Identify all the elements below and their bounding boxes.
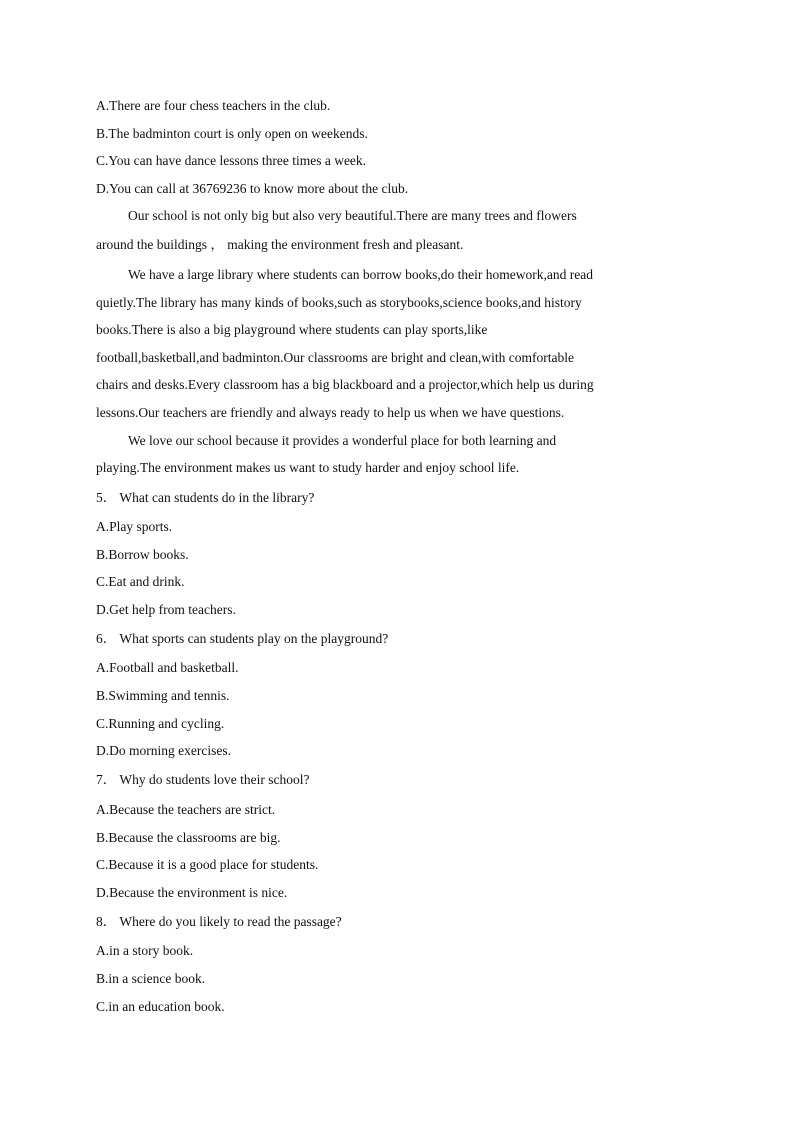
answer-option: A.Because the teachers are strict. bbox=[96, 802, 276, 817]
answer-option: D.Get help from teachers. bbox=[96, 602, 236, 617]
passage-line: We love our school because it provides a wonderful place for both learning and bbox=[128, 433, 557, 448]
answer-option: B.Because the classrooms are big. bbox=[96, 830, 281, 845]
passage-line: around the buildings ， making the environment fresh and pleasant. bbox=[96, 237, 464, 252]
answer-option: B.Borrow books. bbox=[96, 547, 189, 562]
option-line: B.The badminton court is only open on weekends. bbox=[96, 126, 368, 141]
answer-option: A.Football and basketball. bbox=[96, 660, 239, 675]
answer-option: C.Running and cycling. bbox=[96, 716, 225, 731]
option-line: C.You can have dance lessons three times a week. bbox=[96, 153, 367, 168]
option-line: D.You can call at 36769236 to know more about the club. bbox=[96, 181, 409, 196]
answer-option: A.in a story book. bbox=[96, 943, 194, 958]
question-stem: 8． Where do you likely to read the passage? bbox=[96, 914, 342, 929]
passage-line: quietly.The library has many kinds of books,such as storybooks,science books,and history bbox=[96, 295, 582, 310]
passage-line: books.There is also a big playground where students can play sports,like bbox=[96, 322, 488, 337]
passage-line: chairs and desks.Every classroom has a big blackboard and a projector,which help us during bbox=[96, 377, 594, 392]
answer-option: A.Play sports. bbox=[96, 519, 173, 534]
passage-line: lessons.Our teachers are friendly and always ready to help us when we have questions. bbox=[96, 405, 565, 420]
answer-option: B.Swimming and tennis. bbox=[96, 688, 230, 703]
passage-line: We have a large library where students can borrow books,do their homework,and read bbox=[128, 267, 594, 282]
question-stem: 5． What can students do in the library? bbox=[96, 490, 315, 505]
passage-line: playing.The environment makes us want to study harder and enjoy school life. bbox=[96, 460, 520, 475]
answer-option: C.Because it is a good place for students. bbox=[96, 857, 319, 872]
answer-option: B.in a science book. bbox=[96, 971, 206, 986]
option-line: A.There are four chess teachers in the club. bbox=[96, 98, 331, 113]
answer-option: D.Because the environment is nice. bbox=[96, 885, 288, 900]
question-stem: 7． Why do students love their school? bbox=[96, 772, 310, 787]
question-stem: 6． What sports can students play on the playground? bbox=[96, 631, 389, 646]
answer-option: D.Do morning exercises. bbox=[96, 743, 231, 758]
passage-line: football,basketball,and badminton.Our classrooms are bright and clean,with comfortable bbox=[96, 350, 574, 365]
passage-line: Our school is not only big but also very beautiful.There are many trees and flowers bbox=[128, 208, 577, 223]
answer-option: C.Eat and drink. bbox=[96, 574, 185, 589]
answer-option: C.in an education book. bbox=[96, 999, 225, 1014]
